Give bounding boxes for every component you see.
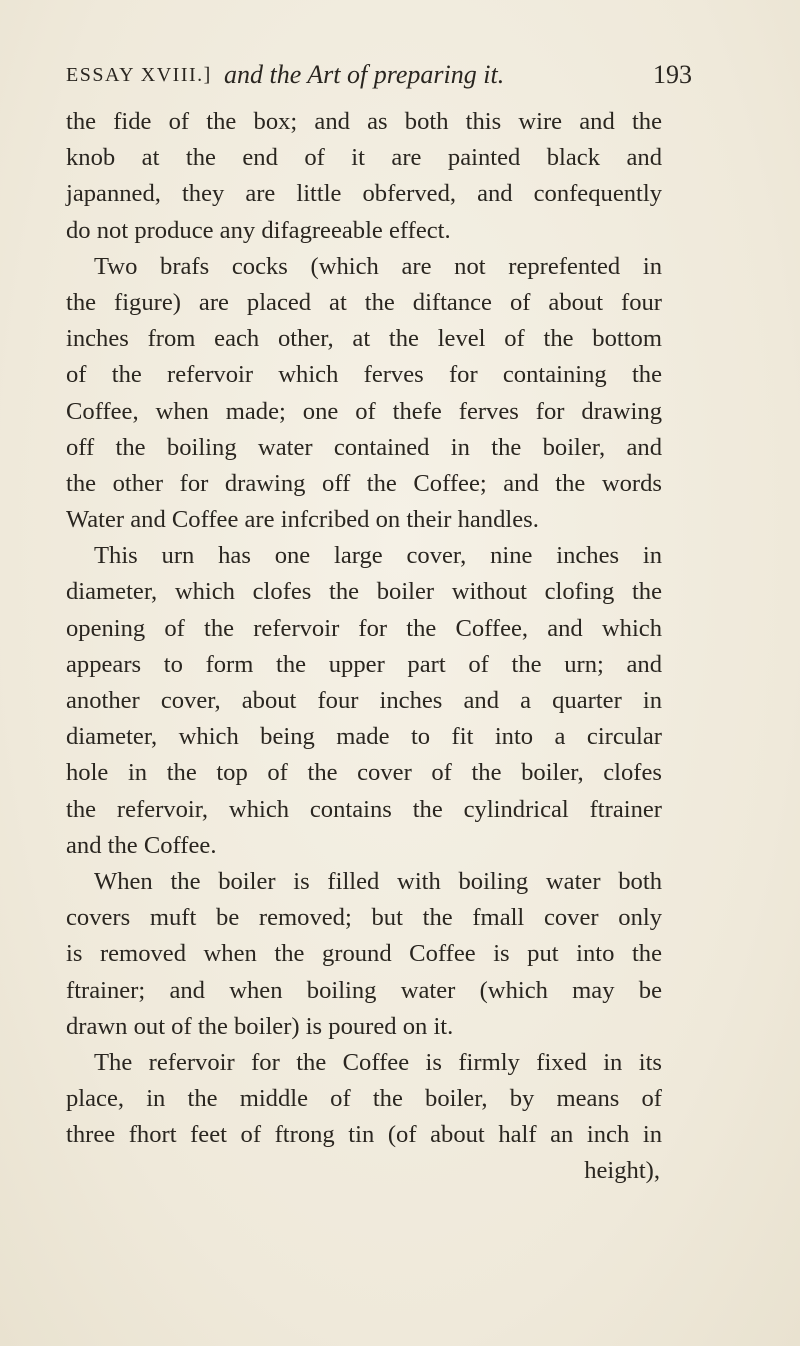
- text-line: the refervoir, which contains the cylindrical ftrainer: [66, 795, 662, 823]
- text-line: drawn out of the boiler) is poured on it.: [66, 1012, 454, 1040]
- text-line: inches from each other, at the level of the bottom: [66, 325, 662, 353]
- paragraph-start-line: This urn has one large cover, nine inches in: [94, 542, 662, 570]
- text-line: diameter, which clofes the boiler without clofing the: [66, 578, 662, 606]
- catchword-line: height),: [584, 1157, 660, 1185]
- paragraph-start-line: When the boiler is filled with boiling water both: [94, 867, 662, 895]
- text-line: of the refervoir which ferves for containing the: [66, 361, 662, 389]
- text-line: japanned, they are little obferved, and confequently: [66, 180, 662, 208]
- text-line: Coffee, when made; one of thefe ferves for drawing: [66, 397, 662, 425]
- text-line: diameter, which being made to fit into a circular: [66, 723, 662, 751]
- paragraph-start-line: Two brafs cocks (which are not reprefented in: [94, 252, 662, 280]
- text-line: the figure) are placed at the diftance of about four: [66, 288, 662, 316]
- running-head-title: and the Art of preparing it.: [224, 60, 505, 89]
- text-line: hole in the top of the cover of the boiler, clofes: [66, 759, 662, 787]
- text-line: off the boiling water contained in the boiler, and: [66, 433, 662, 461]
- text-line: covers muft be removed; but the fmall cover only: [66, 904, 662, 932]
- text-line: appears to form the upper part of the urn; and: [66, 650, 662, 678]
- running-head-essay: ESSAY XVIII.]: [66, 64, 212, 86]
- text-line: is removed when the ground Coffee is put into the: [66, 940, 662, 968]
- running-head: [66, 58, 756, 98]
- page-number: 193: [653, 60, 692, 89]
- text-line: another cover, about four inches and a quarter in: [66, 687, 662, 714]
- body-text: [66, 104, 662, 1190]
- text-line: opening of the refervoir for the Coffee, and which: [66, 614, 662, 642]
- text-line: place, in the middle of the boiler, by means of: [66, 1085, 662, 1113]
- text-line: three fhort feet of ftrong tin (of about half an inch in: [66, 1121, 662, 1149]
- text-line: the fide of the box; and as both this wire and the: [66, 108, 662, 135]
- paragraph-start-line: The refervoir for the Coffee is firmly fixed in its: [94, 1048, 662, 1076]
- text-line: and the Coffee.: [66, 831, 217, 859]
- text-line: the other for drawing off the Coffee; and the words: [66, 469, 662, 497]
- text-line-italic-words: Water and Coffee are infcribed on their handles.: [66, 506, 539, 534]
- text-line: do not produce any difagreeable effect.: [66, 216, 451, 244]
- text-line: knob at the end of it are painted black and: [66, 144, 662, 172]
- text-line: ftrainer; and when boiling water (which may be: [66, 976, 662, 1004]
